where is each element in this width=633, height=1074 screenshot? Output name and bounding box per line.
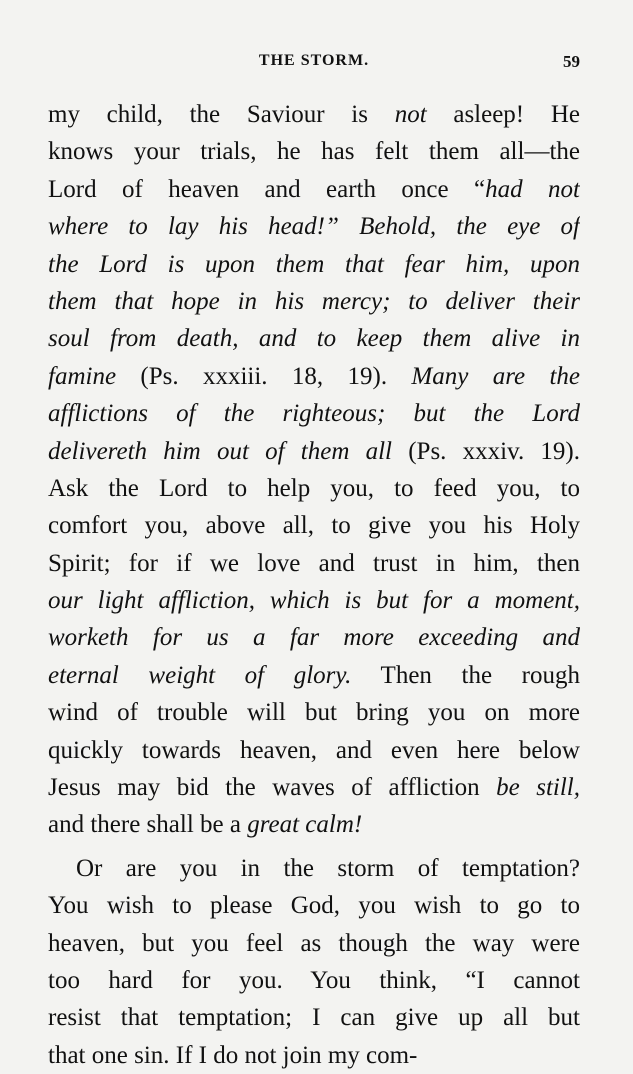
text-segment: them that hope in his mercy; to deliver their [48, 287, 580, 315]
text-line [48, 850, 580, 887]
text-segment: Ask the Lord to help you, to feed you, to [48, 474, 580, 502]
paragraph-2 [48, 850, 580, 1074]
text-line [48, 582, 580, 619]
text-segment: our light affliction, which is but for a moment, [48, 587, 580, 615]
text-segment: asleep! He [426, 101, 580, 128]
page-header [48, 52, 580, 78]
paragraph-1 [48, 96, 580, 844]
text-line [48, 208, 580, 245]
text-segment: that one sin. If I do not join my com- [48, 1041, 418, 1069]
text-segment: Spirit; for if we love and trust in him, then [48, 549, 580, 577]
text-segment: Many are the [411, 362, 580, 390]
text-segment: my child, the Saviour is [48, 101, 395, 128]
text-line [48, 470, 580, 507]
text-segment: Lord of heaven and earth once “ [48, 175, 486, 203]
text-line [48, 999, 580, 1036]
text-line [48, 769, 580, 806]
text-segment: comfort you, above all, to give you his Holy [48, 512, 580, 540]
running-title: THE STORM. [258, 52, 370, 69]
text-line [48, 246, 580, 283]
text-line [48, 433, 580, 470]
text-line [48, 96, 580, 133]
text-line [48, 545, 580, 582]
text-segment: You wish to please God, you wish to go to [48, 892, 580, 920]
body-text [48, 96, 580, 1074]
text-line [48, 657, 580, 694]
text-segment: resist that temptation; I can give up all but [48, 1004, 580, 1032]
text-segment: eternal weight of glory. [48, 661, 352, 689]
text-segment: the Lord is upon them that fear him, upon [48, 250, 580, 278]
text-segment: delivereth him out of them all [48, 437, 392, 465]
text-line [48, 887, 580, 924]
text-line [48, 358, 580, 395]
text-segment: Then the rough [351, 661, 580, 689]
text-segment: soul from death, and to keep them alive in [48, 325, 580, 353]
text-line [48, 320, 580, 357]
text-line [48, 1037, 580, 1074]
text-segment: too hard for you. You think, “I cannot [48, 966, 580, 994]
text-segment: wind of trouble will but bring you on more [48, 699, 580, 727]
text-line [48, 507, 580, 544]
text-line [48, 732, 580, 769]
text-line [48, 133, 580, 170]
text-segment: worketh for us a far more exceeding and [48, 624, 580, 652]
text-segment: Jesus may bid the waves of affliction [48, 774, 497, 802]
text-segment: quickly towards heaven, and even here below [48, 736, 580, 764]
text-segment: be still, [496, 774, 580, 802]
text-line [48, 395, 580, 432]
text-line [48, 962, 580, 999]
text-segment: afflictions of the righteous; but the Lord [48, 400, 580, 428]
text-segment: not [394, 101, 427, 128]
text-line [48, 171, 580, 208]
text-segment: famine [48, 362, 117, 390]
text-segment: great calm! [247, 811, 363, 839]
text-line [48, 283, 580, 320]
text-line [48, 925, 580, 962]
text-line [48, 806, 580, 843]
text-segment: (Ps. xxxiv. 19). [392, 437, 580, 465]
text-segment: Or are you in the storm of temptation? [76, 854, 580, 882]
text-segment: where to lay his head!” Behold, the eye of [48, 213, 580, 241]
text-line [48, 694, 580, 731]
page-number: 59 [563, 52, 580, 71]
text-segment: knows your trials, he has felt them all—the [48, 138, 580, 166]
text-line [48, 619, 580, 656]
text-segment: heaven, but you feel as though the way were [48, 929, 580, 957]
text-segment: and there shall be a [48, 811, 248, 839]
text-segment: (Ps. xxxiii. 18, 19). [116, 362, 412, 390]
text-segment: had not [485, 175, 580, 203]
